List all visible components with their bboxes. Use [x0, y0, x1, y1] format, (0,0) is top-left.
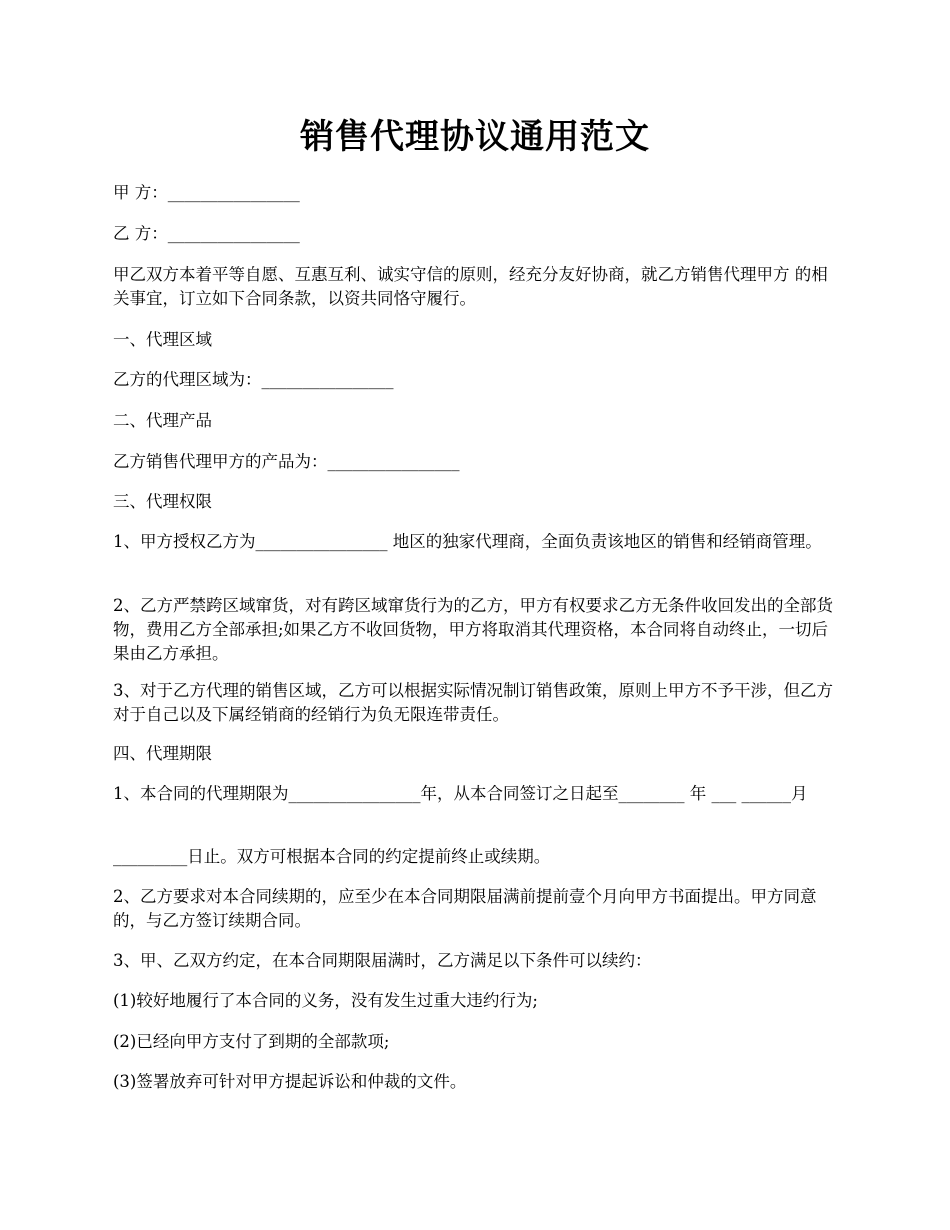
agency-products-line: 乙方销售代理甲方的产品为：________________	[113, 452, 460, 471]
section-heading-agency-region: 一、代理区域	[113, 330, 212, 349]
authority-clause-2: 2、乙方严禁跨区域窜货，对有跨区域窜货行为的乙方，甲方有权要求乙方无条件收回发出的全部货物，费用乙方全部承担;如果乙方不收回货物，甲方将取消其代理资格，本合同将自动终止，一切后果由乙方承担。	[113, 596, 833, 663]
document-title: 销售代理协议通用范文	[300, 117, 650, 157]
term-clause-3: 3、甲、乙双方约定，在本合同期限届满时，乙方满足以下条件可以续约：	[113, 951, 652, 970]
agency-region-line: 乙方的代理区域为：________________	[113, 370, 394, 389]
renewal-condition-3: (3)签署放弃可针对甲方提起诉讼和仲裁的文件。	[113, 1072, 467, 1091]
party-b-line: 乙 方：________________	[113, 224, 300, 243]
section-heading-agency-term: 四、代理期限	[113, 744, 212, 763]
renewal-condition-2: (2)已经向甲方支付了到期的全部款项;	[113, 1032, 390, 1051]
authority-clause-1: 1、甲方授权乙方为________________ 地区的独家代理商，全面负责该地区的销售和经销商管理。	[113, 532, 822, 551]
term-clause-1-continued: _________日止。双方可根据本合同的约定提前终止或续期。	[113, 847, 551, 866]
section-heading-agency-products: 二、代理产品	[113, 411, 212, 430]
party-a-line: 甲 方：________________	[113, 183, 300, 202]
term-clause-2: 2、乙方要求对本合同续期的，应至少在本合同期限届满前提前壹个月向甲方书面提出。甲方同意的，与乙方签订续期合同。	[113, 887, 817, 930]
preamble-paragraph: 甲乙双方本着平等自愿、互惠互利、诚实守信的原则，经充分友好协商，就乙方销售代理甲方 的相关事宜，订立如下合同条款，以资共同恪守履行。	[113, 265, 828, 308]
term-clause-1: 1、本合同的代理期限为________________年，从本合同签订之日起至________ 年 ___ ______月	[113, 784, 808, 803]
section-heading-agency-authority: 三、代理权限	[113, 492, 212, 511]
renewal-condition-1: (1)较好地履行了本合同的义务，没有发生过重大违约行为;	[113, 991, 538, 1010]
authority-clause-3: 3、对于乙方代理的销售区域，乙方可以根据实际情况制订销售政策，原则上甲方不予干涉，但乙方对于自己以及下属经销商的经销行为负无限连带责任。	[113, 681, 833, 724]
